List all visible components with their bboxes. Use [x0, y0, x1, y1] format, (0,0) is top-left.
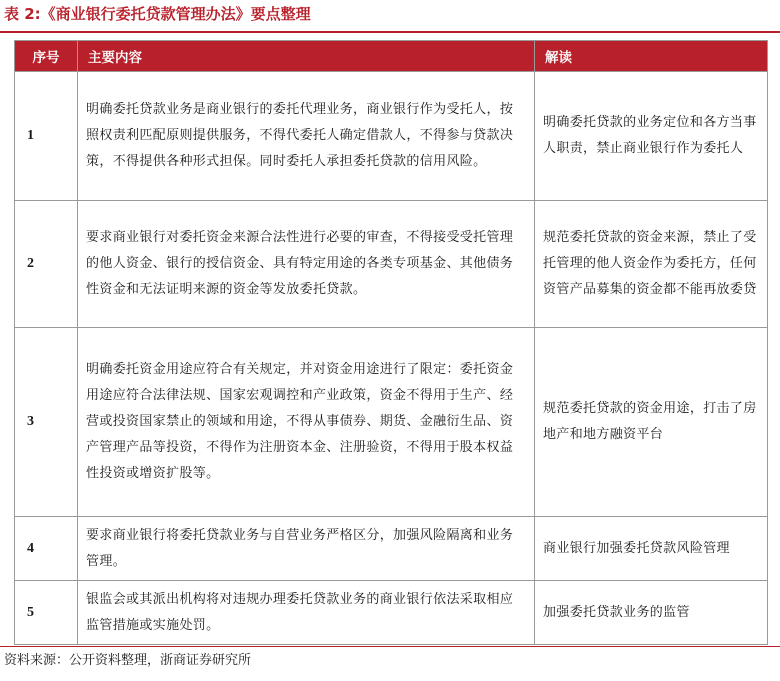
header-content: 主要内容 [78, 41, 535, 72]
row-interpretation: 明确委托贷款的业务定位和各方当事人职责，禁止商业银行作为委托人 [535, 72, 768, 201]
header-interpretation: 解读 [535, 41, 768, 72]
row-number: 2 [15, 201, 78, 328]
table-row [15, 328, 768, 517]
row-content: 明确委托资金用途应符合有关规定，并对资金用途进行了限定：委托资金用途应符合法律法规、国家宏观调控和产业政策，资金不得用于生产、经营或投资国家禁止的领域和用途，不得从事债券、期货、金融衍生品、资产管理产品等投资，不得作为注册资本金、注册验资，不得用于股本权益性投资或增资扩股等。 [78, 328, 535, 517]
row-interpretation: 加强委托贷款业务的监管 [535, 581, 768, 645]
row-interpretation: 商业银行加强委托贷款风险管理 [535, 517, 768, 581]
row-number: 4 [15, 517, 78, 581]
table-row [15, 581, 768, 645]
row-interpretation: 规范委托贷款的资金来源，禁止了受托管理的他人资金作为委托方，任何资管产品募集的资金都不能再放委贷 [535, 201, 768, 328]
table-title: 表 2:《商业银行委托贷款管理办法》要点整理 [4, 5, 311, 23]
row-number: 3 [15, 328, 78, 517]
source-note: 资料来源：公开资料整理，浙商证券研究所 [4, 653, 252, 668]
row-number: 1 [15, 72, 78, 201]
row-content: 要求商业银行将委托贷款业务与自营业务严格区分，加强风险隔离和业务管理。 [78, 517, 535, 581]
row-content: 要求商业银行对委托资金来源合法性进行必要的审查，不得接受受托管理的他人资金、银行的授信资金、具有特定用途的各类专项基金、其他债务性资金和无法证明来源的资金等发放委托贷款。 [78, 201, 535, 328]
table-row [15, 72, 768, 201]
footer-divider [0, 646, 780, 647]
header-number: 序号 [15, 41, 78, 72]
title-divider [0, 31, 780, 33]
row-interpretation: 规范委托贷款的资金用途，打击了房地产和地方融资平台 [535, 328, 768, 517]
table-row [15, 517, 768, 581]
row-content: 明确委托贷款业务是商业银行的委托代理业务，商业银行作为受托人，按照权责利匹配原则提供服务，不得代委托人确定借款人，不得参与贷款决策，不得提供各种形式担保。同时委托人承担委托贷款的信用风险。 [78, 72, 535, 201]
table-header-row [15, 41, 768, 72]
row-number: 5 [15, 581, 78, 645]
table-row [15, 201, 768, 328]
row-content: 银监会或其派出机构将对违规办理委托贷款业务的商业银行依法采取相应监管措施或实施处罚。 [78, 581, 535, 645]
policy-table [14, 40, 768, 645]
